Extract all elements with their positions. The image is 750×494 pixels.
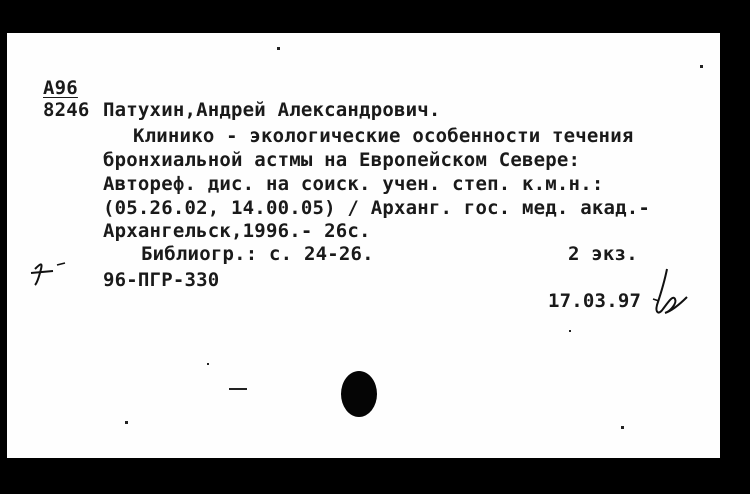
- call-number: А96: [43, 77, 78, 99]
- bibliography-note: Библиогр.: с. 24-26.: [141, 243, 374, 265]
- registration-number: 96-ПГР-330: [103, 269, 220, 291]
- handwritten-check-icon: [29, 255, 69, 289]
- speck: [229, 388, 247, 390]
- speck: [277, 47, 280, 50]
- speck: [621, 426, 624, 429]
- copies-count: 2 экз.: [568, 243, 638, 265]
- speck: [700, 65, 703, 68]
- date-stamp: 17.03.97: [548, 290, 642, 312]
- author-heading: Патухин,Андрей Александрович.: [103, 99, 441, 121]
- punch-hole: [341, 371, 377, 417]
- title-line-3: Автореф. дис. на соиск. учен. степ. к.м.н.:: [103, 173, 604, 195]
- title-line-2: бронхиальной астмы на Европейском Севере:: [103, 149, 581, 171]
- cutter-number: 8246: [43, 99, 90, 121]
- handwritten-signature-icon: [645, 265, 695, 321]
- speck: [569, 330, 571, 332]
- speck: [207, 363, 209, 365]
- title-line-1: Клинико - экологические особенности течения: [133, 125, 634, 147]
- speck: [125, 421, 128, 424]
- catalog-card: [7, 33, 720, 458]
- title-line-4: (05.26.02, 14.00.05) / Арханг. гос. мед. акад.-: [103, 197, 651, 219]
- title-line-5: Архангельск,1996.- 26с.: [103, 220, 371, 242]
